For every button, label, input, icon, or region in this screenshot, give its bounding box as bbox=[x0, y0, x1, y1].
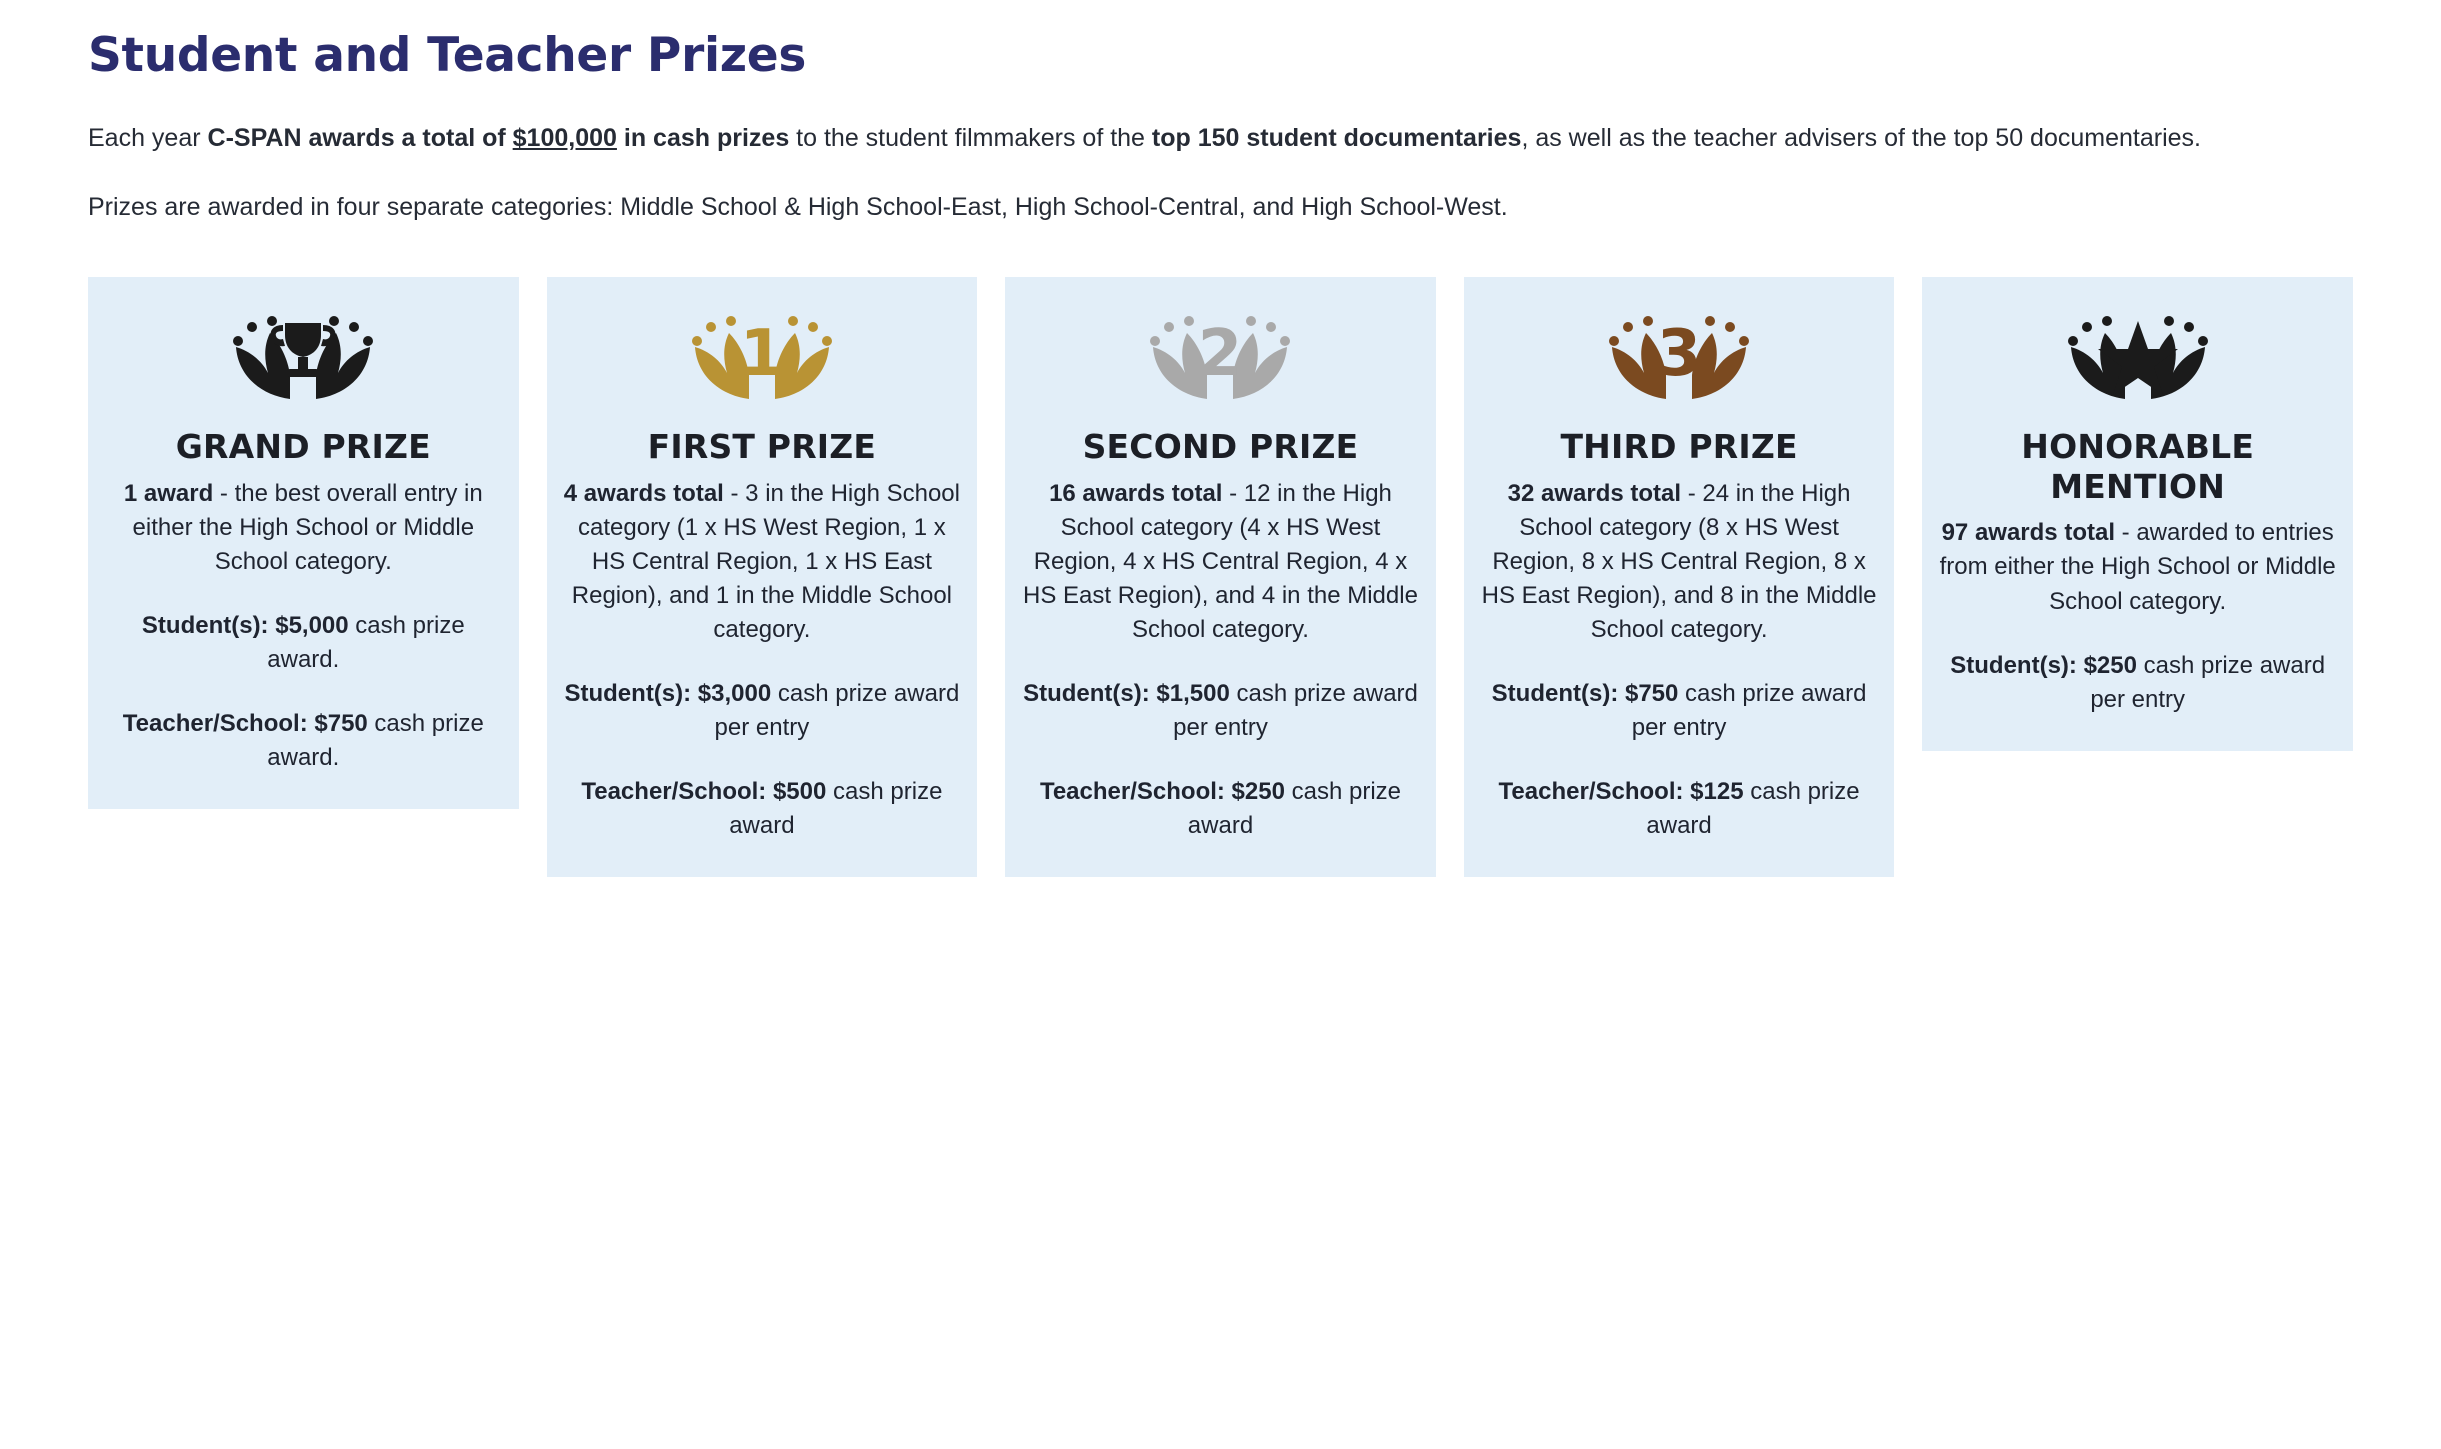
prize-line-bold: Student(s): $1,500 bbox=[1023, 680, 1230, 708]
prize-line bbox=[1480, 477, 1879, 647]
prize-line-bold: Teacher/School: $250 bbox=[1039, 778, 1285, 806]
prize-line-bold: 32 awards total bbox=[1507, 479, 1682, 507]
prize-line-rest: cash prize award per entry bbox=[1631, 680, 1867, 742]
wreath-trophy-icon bbox=[104, 299, 503, 417]
prize-line-rest: - the best overall entry in either the High School or Middle School category. bbox=[132, 479, 483, 575]
page-title: Student and Teacher Prizes bbox=[88, 28, 807, 83]
prize-card-title-text: GRAND PRIZE bbox=[175, 427, 431, 467]
prize-line bbox=[104, 477, 503, 579]
prize-card-body bbox=[1021, 477, 1420, 844]
intro-bold-1: C-SPAN awards a total of bbox=[207, 123, 513, 152]
intro-bold-3: top 150 student documentaries bbox=[1151, 123, 1522, 152]
prize-line-rest: cash prize award per entry bbox=[1173, 680, 1418, 742]
prize-line bbox=[1021, 775, 1420, 843]
prize-card-title bbox=[1480, 427, 1879, 467]
prize-line-bold: Teacher/School: $125 bbox=[1498, 778, 1744, 806]
prize-line bbox=[563, 775, 962, 843]
prize-line-rest: cash prize award. bbox=[267, 710, 484, 772]
prize-card-grand bbox=[88, 277, 519, 809]
prize-line-rest: cash prize award per entry bbox=[2090, 651, 2326, 713]
prize-card-first bbox=[547, 277, 978, 877]
wreath-number-2-icon bbox=[1021, 299, 1420, 417]
intro-underline-amount: $100,000 bbox=[512, 123, 617, 152]
prize-line-bold: 4 awards total bbox=[563, 479, 724, 507]
svg-text:2: 2 bbox=[1198, 317, 1243, 392]
prize-card-third bbox=[1464, 277, 1895, 877]
prize-line-rest: - 12 in the High School category (4 x HS West Region, 4 x HS Central Region, 4 x HS East Region), and 4 in the Middle School category. bbox=[1023, 479, 1418, 644]
prize-line-bold: Teacher/School: $500 bbox=[581, 778, 827, 806]
prize-card-title-text: HONORABLE MENTION bbox=[2021, 427, 2255, 506]
prize-card-title bbox=[563, 427, 962, 467]
wreath-star-icon bbox=[1938, 299, 2337, 417]
wreath-number-3-icon bbox=[1480, 299, 1879, 417]
prize-card-title-text: FIRST PRIZE bbox=[647, 427, 877, 467]
prize-card-body bbox=[104, 477, 503, 776]
intro-text-3: , as well as the teacher advisers of the top 50 documentaries. bbox=[1521, 123, 2201, 152]
svg-text:3: 3 bbox=[1656, 317, 1702, 392]
wreath-number-1-icon bbox=[563, 299, 962, 417]
intro-paragraph-2: Prizes are awarded in four separate categories: Middle School & High School-East, High School-Central, and High School-West. bbox=[88, 192, 1508, 221]
prize-line-bold: 97 awards total bbox=[1941, 519, 2115, 547]
prize-line-rest: cash prize award bbox=[1646, 778, 1860, 840]
intro-paragraph-1 bbox=[88, 120, 2353, 156]
prize-line bbox=[1480, 677, 1879, 745]
prize-line-bold: 16 awards total bbox=[1049, 479, 1223, 507]
prize-line-rest: cash prize award per entry bbox=[714, 680, 960, 742]
prize-line bbox=[104, 707, 503, 775]
prize-line-rest: - 24 in the High School category (8 x HS West Region, 8 x HS Central Region, 8 x HS East Region), and 8 in the Middle School category. bbox=[1481, 479, 1877, 644]
prize-line-bold: Teacher/School: $750 bbox=[122, 710, 368, 738]
prize-line-bold: Student(s): $250 bbox=[1950, 651, 2137, 679]
prize-line bbox=[563, 677, 962, 745]
prize-line-bold: 1 award bbox=[123, 479, 214, 507]
prize-card-second bbox=[1005, 277, 1436, 877]
svg-text:1: 1 bbox=[739, 317, 785, 392]
prize-card-title bbox=[104, 427, 503, 467]
prizes-page bbox=[0, 30, 2441, 877]
intro-text-1: Each year bbox=[88, 123, 208, 152]
prize-card-honorable-mention bbox=[1922, 277, 2353, 751]
prize-card-body bbox=[563, 477, 962, 844]
prize-line bbox=[1021, 477, 1420, 647]
prize-line-rest: - 3 in the High School category (1 x HS West Region, 1 x HS Central Region, 1 x HS East Region), and 1 in the Middle School category. bbox=[571, 479, 960, 644]
prize-line-bold: Student(s): $5,000 bbox=[141, 612, 349, 640]
prize-cards bbox=[88, 277, 2353, 877]
intro-bold-2: in cash prizes bbox=[616, 123, 790, 152]
prize-card-title-text: SECOND PRIZE bbox=[1082, 427, 1359, 467]
prize-line bbox=[104, 609, 503, 677]
prize-card-body bbox=[1938, 516, 2337, 716]
prize-line bbox=[1938, 516, 2337, 618]
prize-card-title-text: THIRD PRIZE bbox=[1560, 427, 1798, 467]
prize-line-rest: cash prize award bbox=[1187, 778, 1402, 840]
prize-line bbox=[563, 477, 962, 647]
prize-line-bold: Student(s): $750 bbox=[1491, 680, 1679, 708]
prize-card-title bbox=[1938, 427, 2337, 506]
prize-line bbox=[1021, 677, 1420, 745]
prize-card-title bbox=[1021, 427, 1420, 467]
prize-line bbox=[1938, 649, 2337, 717]
intro-text-2: to the student filmmakers of the bbox=[789, 123, 1152, 152]
prize-line-rest: cash prize award. bbox=[267, 612, 465, 674]
prize-line bbox=[1480, 775, 1879, 843]
prize-line-rest: - awarded to entries from either the High School or Middle School category. bbox=[1939, 519, 2336, 615]
prize-card-body bbox=[1480, 477, 1879, 844]
prize-line-rest: cash prize award bbox=[729, 778, 943, 840]
prize-line-bold: Student(s): $3,000 bbox=[564, 680, 772, 708]
